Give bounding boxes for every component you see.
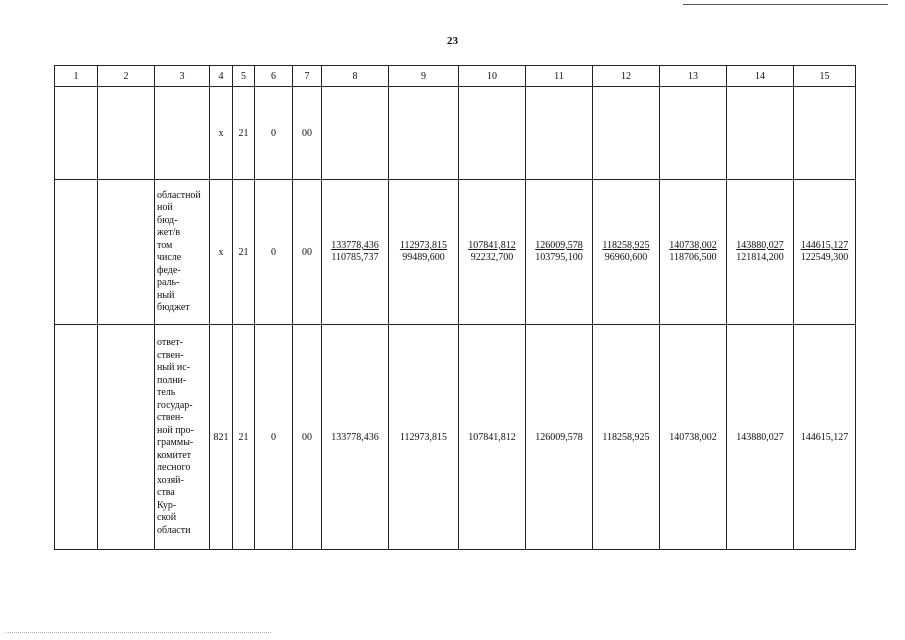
column-header: 14 [727,66,794,87]
row-name-cell [155,325,210,550]
value-total: 107841,812 [468,240,516,251]
value-cell [389,180,459,325]
value-cell: 140738,002 [660,325,727,550]
name-line: том [157,239,173,251]
column-header: 7 [293,66,322,87]
name-line: ствен- [157,349,184,361]
table-cell: 0 [255,87,293,180]
table-cell: 0 [255,180,293,325]
table-row [55,87,856,180]
value-cell: 133778,436 [322,325,389,550]
column-header: 9 [389,66,459,87]
column-header: 1 [55,66,98,87]
name-line: бюд- [157,214,178,226]
column-header: 11 [526,66,593,87]
value-total: 126009,578 [535,240,583,251]
name-line: ской [157,512,177,523]
name-line: ной [157,202,173,213]
name-line: полни- [157,374,187,386]
value-cell [660,180,727,325]
table-row [55,325,856,550]
value-cell [593,87,660,180]
table-cell: 00 [293,180,322,325]
name-line: раль- [157,277,180,288]
name-line: ответ- [157,337,184,348]
value-total: 144615,127 [800,240,849,251]
name-line: области [157,524,191,536]
column-header: 8 [322,66,389,87]
table-cell [55,180,98,325]
name-line: Кур- [157,499,177,511]
value-cell [322,87,389,180]
value-total: 133778,436 [331,240,379,251]
column-header: 6 [255,66,293,87]
value-federal: 118706,500 [669,252,717,263]
value-cell: 143880,027 [727,325,794,550]
name-line: областной [157,189,201,201]
name-line: ной про- [157,424,194,436]
column-header: 15 [794,66,856,87]
value-cell [526,87,593,180]
table-cell: х [210,87,233,180]
column-header: 5 [233,66,255,87]
column-header: 13 [660,66,727,87]
name-line: граммы- [157,437,194,448]
page-number: 23 [447,35,458,47]
name-line: числе [157,252,182,263]
value-federal: 122549,300 [800,252,849,263]
value-federal: 96960,600 [604,252,648,263]
value-cell [660,87,727,180]
value-federal: 99489,600 [402,252,445,263]
table-cell: 00 [293,325,322,550]
value-total: 143880,027 [736,240,784,251]
value-total: 118258,925 [602,240,650,251]
name-line: ствен- [157,412,184,423]
value-cell [593,180,660,325]
value-federal: 121814,200 [736,252,784,263]
name-line: хозяй- [157,474,184,486]
value-cell [389,87,459,180]
value-cell: 112973,815 [389,325,459,550]
value-cell [794,87,856,180]
value-cell [322,180,389,325]
value-cell [727,87,794,180]
scan-artifact-line [6,632,271,633]
table-cell: 21 [233,87,255,180]
value-federal: 92232,700 [470,252,514,263]
header-row [55,66,856,87]
name-line: жет/в [157,227,181,238]
table-cell: 0 [255,325,293,550]
table-row [55,180,856,325]
row-name-cell [155,180,210,325]
value-federal: 103795,100 [535,252,583,263]
value-cell: 144615,127 [794,325,856,550]
table-cell: 21 [233,325,255,550]
value-cell [459,87,526,180]
table-cell: х [210,180,233,325]
table-cell: 00 [293,87,322,180]
column-header: 10 [459,66,526,87]
column-header: 2 [98,66,155,87]
name-line: лесного [157,462,191,473]
table-cell [55,87,98,180]
value-cell [727,180,794,325]
value-cell: 118258,925 [593,325,660,550]
name-line: комитет [157,449,192,461]
value-cell [526,180,593,325]
value-total: 140738,002 [669,240,717,251]
name-line: феде- [157,264,181,276]
table-cell: 821 [210,325,233,550]
table-cell [98,325,155,550]
value-cell [794,180,856,325]
table-cell [98,87,155,180]
value-cell: 107841,812 [459,325,526,550]
name-line: ства [157,487,175,498]
table-cell [55,325,98,550]
column-header: 3 [155,66,210,87]
table-cell: 21 [233,180,255,325]
value-cell: 126009,578 [526,325,593,550]
column-header: 12 [593,66,660,87]
row-name-cell [155,87,210,180]
name-line: государ- [157,399,193,411]
value-cell [459,180,526,325]
budget-table [54,65,856,550]
name-line: ный [157,289,175,301]
value-total: 112973,815 [399,240,448,251]
table-cell [98,180,155,325]
value-federal: 110785,737 [331,252,379,263]
name-line: тель [157,387,176,398]
name-line: бюджет [157,302,190,313]
name-line: ный ис- [157,362,191,373]
top-rule [683,4,888,5]
column-header: 4 [210,66,233,87]
